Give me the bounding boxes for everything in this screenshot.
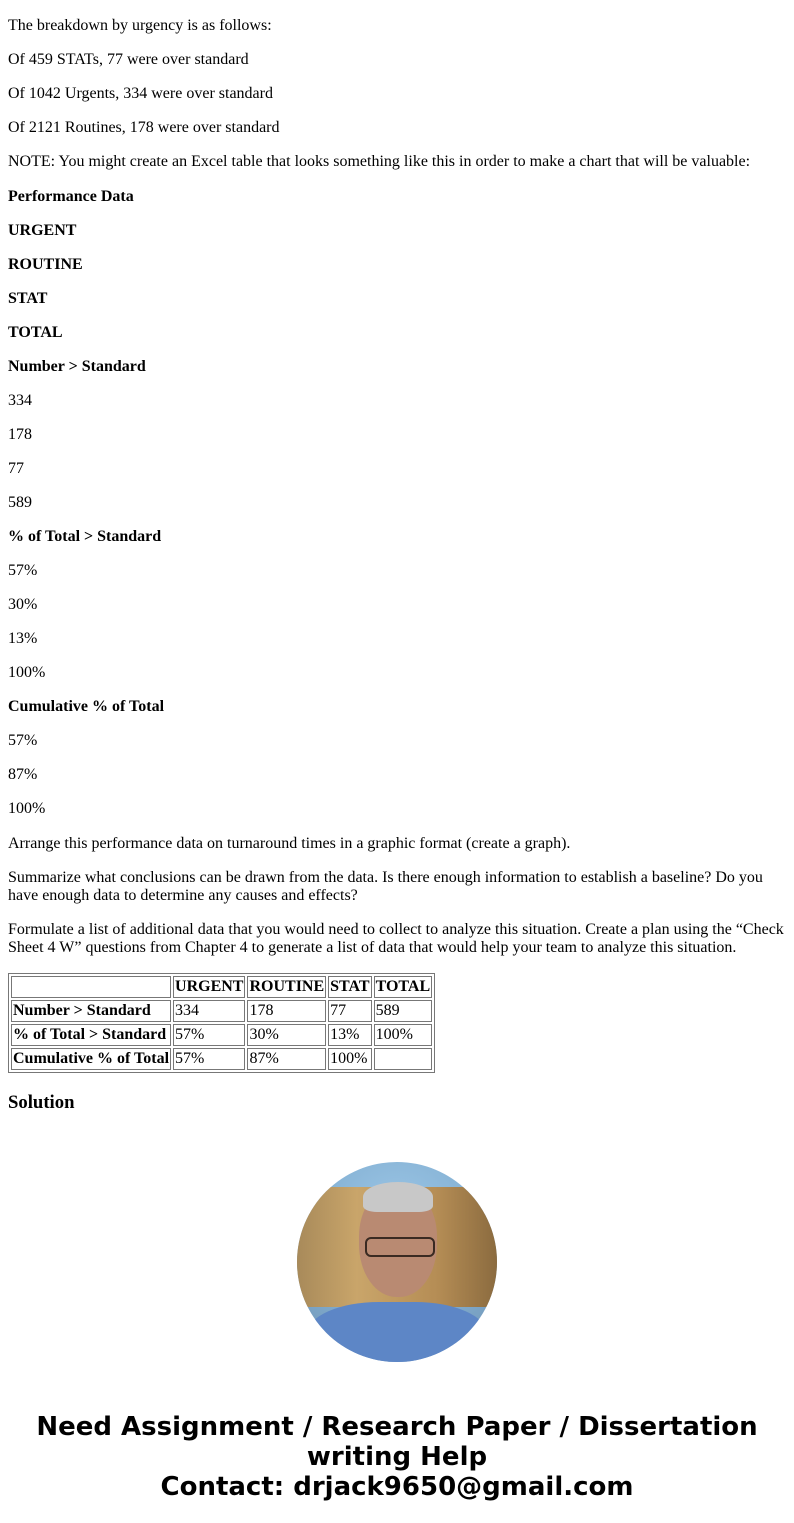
line-text: 100% bbox=[8, 664, 46, 681]
line-text: Number > Standard bbox=[8, 358, 146, 375]
row-label-cell bbox=[11, 1000, 171, 1022]
row-label: Number > Standard bbox=[13, 1002, 151, 1019]
table-cell: 77 bbox=[328, 1000, 371, 1022]
row-label-cell bbox=[11, 1048, 171, 1070]
line-text: 77 bbox=[8, 460, 24, 477]
author-photo-container bbox=[8, 1162, 786, 1364]
header-cell bbox=[328, 976, 371, 998]
line-text: 178 bbox=[8, 426, 32, 443]
header-cell bbox=[247, 976, 326, 998]
line-text: % of Total > Standard bbox=[8, 528, 162, 545]
instructions bbox=[8, 835, 786, 957]
data-value bbox=[8, 766, 786, 784]
line-text: TOTAL bbox=[8, 324, 63, 341]
table-row bbox=[11, 1048, 432, 1070]
line-text: STAT bbox=[8, 290, 48, 307]
table-cell: 589 bbox=[374, 1000, 433, 1022]
line-text: 100% bbox=[8, 800, 46, 817]
paragraph: Of 1042 Urgents, 334 were over standard bbox=[8, 85, 273, 102]
line-text: 57% bbox=[8, 562, 38, 579]
data-value bbox=[8, 596, 786, 614]
data-label bbox=[8, 222, 786, 240]
performance-data-lines bbox=[8, 188, 786, 818]
instruction-paragraph: Arrange this performance data on turnaround times in a graphic format (create a graph). bbox=[8, 835, 571, 852]
line-text: Cumulative % of Total bbox=[8, 698, 165, 715]
instruction-paragraph: Formulate a list of additional data that you would need to collect to analyze this situation. Create a plan using the “Check Sheet 4 W” questions from Chapter 4 to generate a list of data that would help your team to analyze this situation. bbox=[8, 921, 784, 956]
footer-contact-email: Contact: drjack9650@gmail.com bbox=[160, 1472, 634, 1502]
data-label bbox=[8, 528, 786, 546]
line-text: 57% bbox=[8, 732, 38, 749]
line-text: 30% bbox=[8, 596, 38, 613]
data-value bbox=[8, 800, 786, 818]
table-cell: 57% bbox=[173, 1048, 245, 1070]
line-text: 589 bbox=[8, 494, 32, 511]
table-row bbox=[11, 1024, 432, 1046]
instruction-paragraph: Summarize what conclusions can be drawn from the data. Is there enough information to establish a baseline? Do you have enough data to determine any causes and effects? bbox=[8, 869, 763, 904]
data-value bbox=[8, 562, 786, 580]
data-value bbox=[8, 392, 786, 410]
data-value bbox=[8, 630, 786, 648]
data-value bbox=[8, 664, 786, 682]
author-photo bbox=[297, 1162, 497, 1362]
header-cell bbox=[374, 976, 433, 998]
data-label bbox=[8, 188, 786, 206]
table-row bbox=[11, 1000, 432, 1022]
data-value bbox=[8, 460, 786, 478]
table-cell: 178 bbox=[247, 1000, 326, 1022]
data-label bbox=[8, 698, 786, 716]
table-cell: 30% bbox=[247, 1024, 326, 1046]
paragraph: Of 2121 Routines, 178 were over standard bbox=[8, 119, 280, 136]
table-cell bbox=[374, 1048, 433, 1070]
paragraph: The breakdown by urgency is as follows: bbox=[8, 17, 272, 34]
header-text: URGENT bbox=[175, 978, 244, 995]
data-value bbox=[8, 494, 786, 512]
table-cell: 87% bbox=[247, 1048, 326, 1070]
table-cell: 334 bbox=[173, 1000, 245, 1022]
table-cell: 57% bbox=[173, 1024, 245, 1046]
line-text: ROUTINE bbox=[8, 256, 83, 273]
data-label bbox=[8, 358, 786, 376]
performance-table bbox=[8, 973, 435, 1073]
line-text: Performance Data bbox=[8, 188, 134, 205]
document bbox=[8, 17, 786, 1502]
line-text: 87% bbox=[8, 766, 38, 783]
table-cell: 100% bbox=[328, 1048, 371, 1070]
data-value bbox=[8, 732, 786, 750]
paragraph: NOTE: You might create an Excel table that looks something like this in order to make a chart that will be valuable: bbox=[8, 153, 751, 170]
row-label-cell bbox=[11, 1024, 171, 1046]
data-label bbox=[8, 290, 786, 308]
header-text: TOTAL bbox=[375, 978, 431, 995]
table-cell: 13% bbox=[328, 1024, 371, 1046]
table-header-row bbox=[11, 976, 432, 998]
solution-heading: Solution bbox=[8, 1092, 75, 1113]
line-text: 13% bbox=[8, 630, 38, 647]
intro-paragraphs bbox=[8, 17, 786, 171]
footer-help-text: Need Assignment / Research Paper / Dissertation writing Help bbox=[36, 1412, 758, 1472]
contact-footer bbox=[8, 1412, 786, 1502]
header-text: ROUTINE bbox=[249, 978, 325, 995]
data-value bbox=[8, 426, 786, 444]
line-text: URGENT bbox=[8, 222, 77, 239]
header-cell bbox=[11, 976, 171, 998]
paragraph: Of 459 STATs, 77 were over standard bbox=[8, 51, 249, 68]
row-label: Cumulative % of Total bbox=[13, 1050, 170, 1067]
header-cell bbox=[173, 976, 245, 998]
header-text: STAT bbox=[330, 978, 370, 995]
line-text: 334 bbox=[8, 392, 32, 409]
data-label bbox=[8, 324, 786, 342]
row-label: % of Total > Standard bbox=[13, 1026, 167, 1043]
data-label bbox=[8, 256, 786, 274]
table-cell: 100% bbox=[374, 1024, 433, 1046]
